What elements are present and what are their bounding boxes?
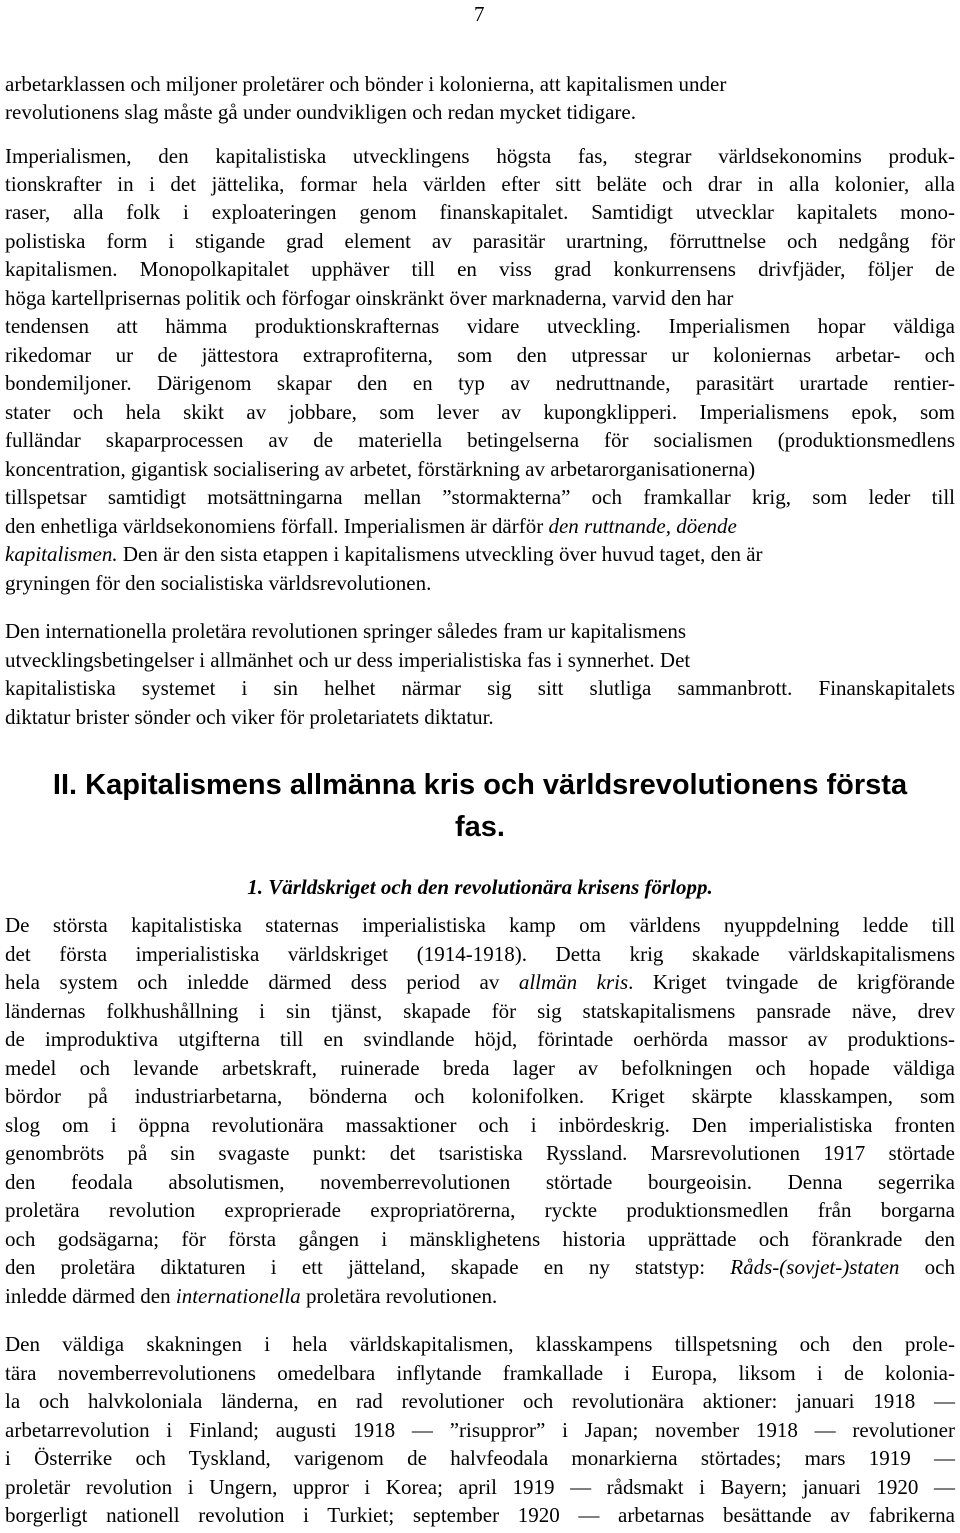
text-segment: . Kriget tvingade de krigförande	[628, 970, 955, 994]
text-line: proletär revolution i Ungern, uppror i Korea; april 1919 — rådsmakt i Bayern; januari 1920 —	[5, 1475, 955, 1499]
text-line: Imperialismen, den kapitalistiska utvecklingens högsta fas, stegrar världsekonomins produk-	[5, 144, 955, 168]
page-number: 7	[474, 2, 485, 26]
text-line: medel och levande arbetskraft, ruinerade breda lager av befolkningen och hopade väldiga	[5, 1056, 955, 1080]
text-line	[5, 1254, 955, 1280]
text-line: Den väldiga skakningen i hela världskapitalismen, klasskampens tillspetsning och den prole-	[5, 1332, 955, 1356]
text-segment: och	[899, 1255, 955, 1279]
text-segment: inledde därmed den	[5, 1284, 176, 1308]
text-line: slog om i öppna revolutionära massaktioner och i inbördeskrig. Den imperialistiska fronten	[5, 1113, 955, 1137]
text-segment: den proletära diktaturen i ett jätteland, skapade en ny statstyp:	[5, 1255, 731, 1279]
text-line: de improduktiva utgifterna till en svindlande höjd, förintade oerhörda massor av produktions-	[5, 1027, 955, 1051]
text-line: i Österrike och Tyskland, varigenom de halvfeodala monarkierna störtades; mars 1919 —	[5, 1446, 955, 1470]
text-line: De största kapitalistiska staternas imperialistiska kamp om världens nyuppdelning ledde till	[5, 913, 955, 937]
text-line	[5, 541, 955, 567]
text-segment: proletära revolutionen.	[300, 1284, 498, 1308]
section-heading: 1. Världskriget och den revolutionära krisens förlopp.	[247, 875, 713, 899]
text-line: kapitalistiska systemet i sin helhet närmar sig sitt slutliga sammanbrott. Finanskapitalets	[5, 676, 955, 700]
text-line: rikedomar ur de jättestora extraprofiterna, som den utpressar ur koloniernas arbetar- och	[5, 343, 955, 367]
text-line: den feodala absolutismen, novemberrevolutionen störtade bourgeoisin. Denna segerrika	[5, 1170, 955, 1194]
text-line: borgerligt nationell revolution i Turkiet; september 1920 — arbetarnas besättande av fabrikerna	[5, 1503, 955, 1527]
text-line: gryningen för den socialistiska världsrevolutionen.	[5, 571, 432, 595]
chapter-heading-line: II. Kapitalismens allmänna kris och världsrevolutionens första	[52, 769, 908, 801]
text-line: tionskrafter in i det jättelika, formar hela världen efter sitt beläte och drar in alla kolonier, alla	[5, 172, 955, 196]
emphasis-text: Råds-(sovjet-)staten	[730, 1255, 900, 1279]
text-line: arbetarrevolution i Finland; augusti 1918 — ”risuppror” i Japan; november 1918 — revolutioner	[5, 1418, 955, 1442]
text-segment: hela system och inledde därmed dess period av	[5, 970, 519, 994]
text-line: bördor på industriarbetarna, bönderna och kolonifolken. Kriget skärpte klasskampen, som	[5, 1084, 955, 1108]
text-line: Den internationella proletära revolutionen springer således fram ur kapitalismens	[5, 619, 687, 643]
text-line: bondemiljoner. Därigenom skapar den en typ av nedruttnande, parasitärt urartade rentier-	[5, 371, 955, 395]
text-line: tendensen att hämma produktionskrafternas vidare utveckling. Imperialismen hopar väldiga	[5, 314, 955, 338]
text-line: fulländar skaparprocessen av de materiella betingelserna för socialismen (produktionsmedlens	[5, 428, 955, 452]
text-line: kapitalismen. Monopolkapitalet upphäver till en viss grad konkurrensens drivfjäder, följer de	[5, 257, 955, 281]
text-line: polistiska form i stigande grad element av parasitär urartning, förruttnelse och nedgång för	[5, 229, 955, 253]
chapter-heading-line: fas.	[455, 811, 505, 843]
text-line: utvecklingsbetingelser i allmänhet och ur dess imperialistiska fas i synnerhet. Det	[5, 648, 691, 672]
text-line: proletära revolution exproprierade expropriatörerna, ryckte produktionsmedlen från borgarna	[5, 1198, 955, 1222]
text-line: tillspetsar samtidigt motsättningarna mellan ”stormakterna” och framkallar krig, som leder till	[5, 485, 955, 509]
text-line: höga kartellprisernas politik och förfogar oinskränkt över marknaderna, varvid den har	[5, 286, 734, 310]
text-line	[5, 1283, 955, 1309]
text-line: ländernas folkhushållning i sin tjänst, skapade för sig statskapitalismens pansrade näve, drev	[5, 999, 955, 1023]
text-line: det första imperialistiska världskriget (1914-1918). Detta krig skakade världskapitalismens	[5, 942, 955, 966]
emphasis-text: internationella	[175, 1284, 301, 1308]
text-line: la och halvkoloniala länderna, en rad revolutioner och revolutionära aktioner: januari 1918 —	[5, 1389, 955, 1413]
text-line: arbetarklassen och miljoner proletärer och bönder i kolonierna, att kapitalismen under	[5, 72, 727, 96]
text-line	[5, 969, 955, 995]
emphasis-text: den ruttnande, döende	[548, 514, 737, 538]
text-line: stater och hela skikt av jobbare, som lever av kupongklipperi. Imperialismens epok, som	[5, 400, 955, 424]
text-line: koncentration, gigantisk socialisering av arbetet, förstärkning av arbetarorganisationerna)	[5, 457, 756, 481]
text-line: och godsägarna; för första gången i mänsklighetens historia upprättade och förankrade den	[5, 1227, 955, 1251]
chapter-heading	[5, 764, 955, 848]
text-segment: Den är den sista etappen i kapitalismens utveckling över huvud taget, den är	[117, 542, 763, 566]
text-line: revolutionens slag måste gå under oundvikligen och redan mycket tidigare.	[5, 100, 636, 124]
emphasis-text: kapitalismen.	[5, 542, 118, 566]
text-segment: den enhetliga världsekonomiens förfall. Imperialismen är därför	[5, 514, 549, 538]
text-line: genombröts på sin svagaste punkt: det tsaristiska Ryssland. Marsrevolutionen 1917 störtade	[5, 1141, 955, 1165]
text-line: diktatur brister sönder och viker för proletariatets diktatur.	[5, 705, 494, 729]
text-line	[5, 513, 955, 539]
text-line: raser, alla folk i exploateringen genom finanskapitalet. Samtidigt utvecklar kapitalets mono-	[5, 200, 955, 224]
text-line: tära novemberrevolutionens omedelbara inflytande framkallade i Europa, liksom i de kolonia-	[5, 1361, 955, 1385]
emphasis-text: allmän kris	[518, 970, 629, 994]
